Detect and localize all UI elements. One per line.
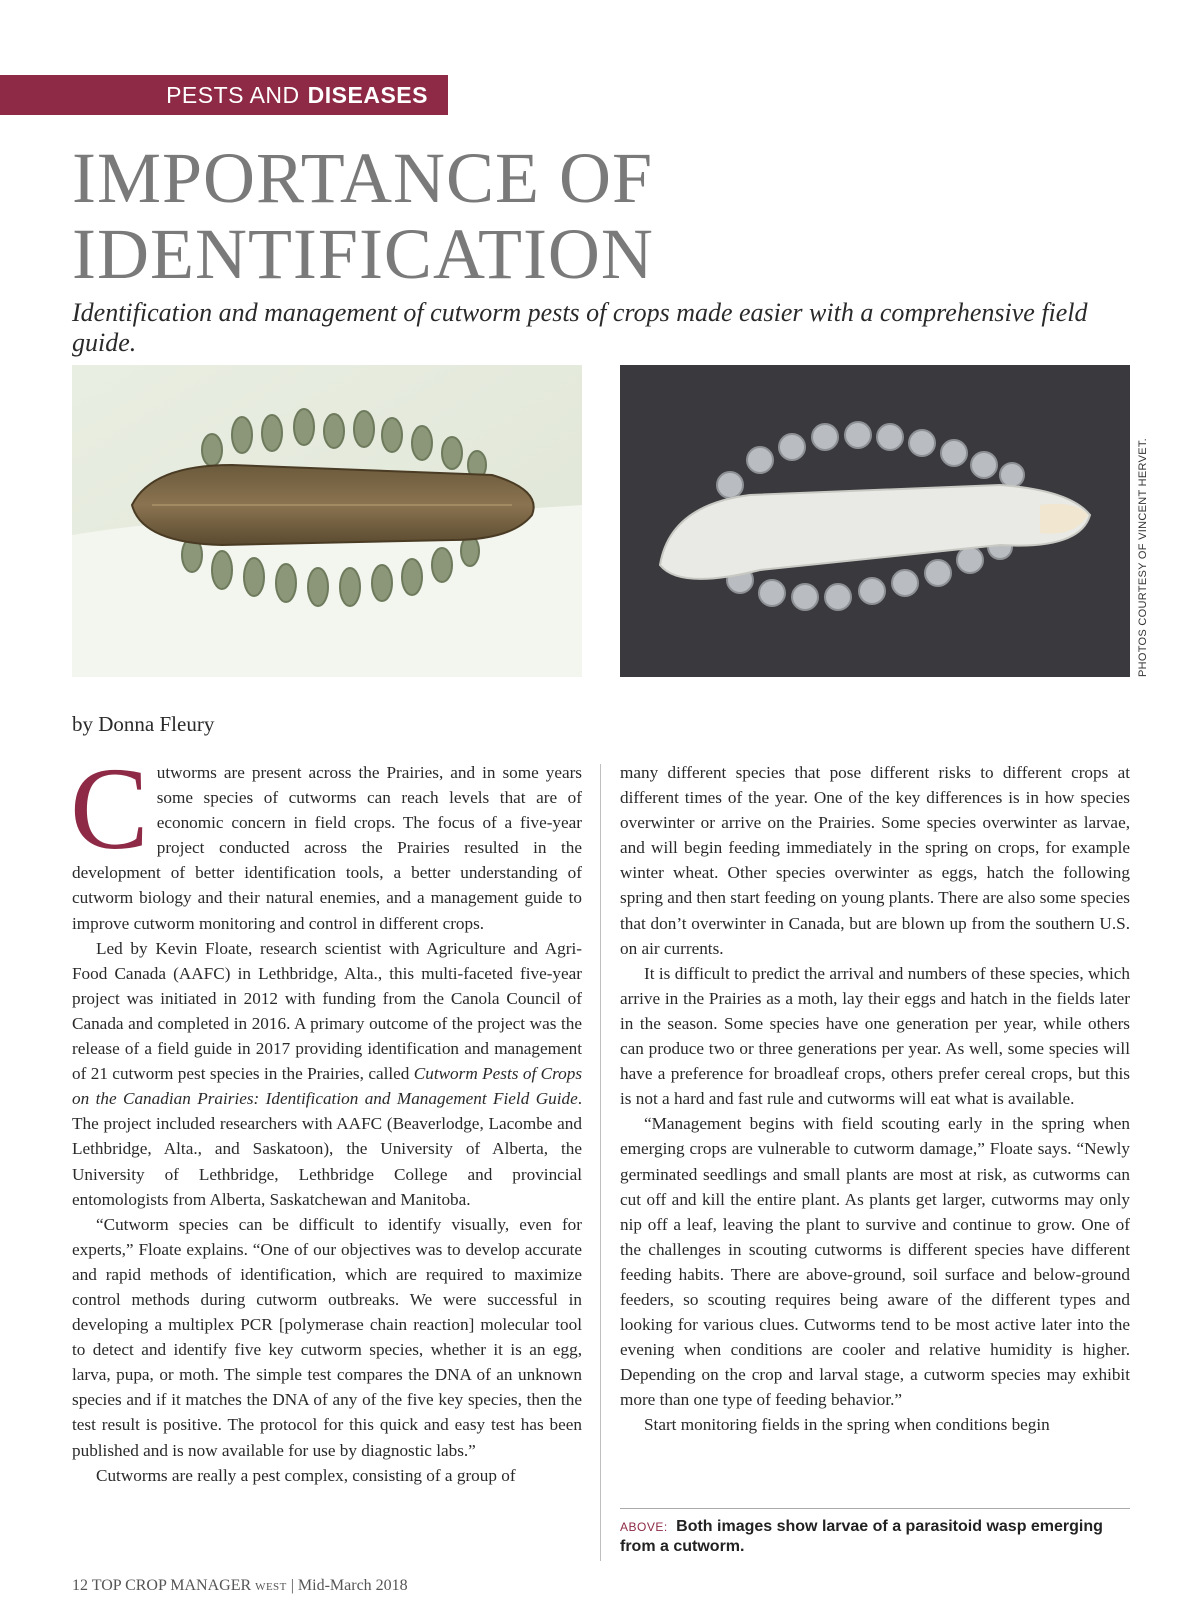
headline xyxy=(72,140,1072,292)
photo-caption xyxy=(620,1517,1130,1557)
article-column-right xyxy=(620,760,1130,1438)
paragraph-text: utworms are present across the Prairies, and in some years some species of cutworms can reach levels that are of economic concern in field crops. The focus of a five-year project conducted across the Prairies resulted in the development of better identification tools, a better understanding of cutworm biology and their natural enemies, and a management guide to improve cutworm monitoring and control in different crops. xyxy=(72,763,582,933)
paragraph: “Management begins with field scouting early in the spring when emerging crops are vulnerable to cutworm damage,” Floate says. “Newly germinated seedlings and small plants are most at risk, as cutworms can cut off and kill the entire plant. As plants get larger, cutworms may only nip off a leaf, leaving the plant to survive and continue to grow. One of the challenges in scouting cutworms is different species have different feeding habits. There are above-ground, soil surface and below-ground feeders, so scouting requires being aware of the different types and looking for various clues. Cutworms tend to be most active later into the evening when conditions are cooler and relative humidity is higher. Depending on the crop and larval stage, a cutworm species may exhibit more than one type of feeding behavior.” xyxy=(620,1114,1130,1410)
section-tag xyxy=(0,75,448,115)
photo-credit: PHOTOS COURTESY OF VINCENT HERVET. xyxy=(1137,437,1149,677)
paragraph xyxy=(70,743,582,936)
caption-label: ABOVE: xyxy=(620,1520,668,1534)
issue-date: Mid-March 2018 xyxy=(297,1577,408,1594)
magazine-edition: WEST xyxy=(255,1581,287,1593)
paragraph: “Cutworm species can be difficult to identify visually, even for experts,” Floate explains. “One of our objectives was to develop accurate and rapid methods of identification, which are required to maximize control methods during cutworm outbreaks. We were successful in developing a multiplex PCR [polymerase chain reaction] molecular tool to detect and identify five key cutworm species, whether it is an egg, larva, pupa, or moth. The simple test compares the DNA of an unknown species and if it matches the DNA of any of the five key species, then the test result is positive. The protocol for this quick and easy test has been published and is now available for use by diagnostic labs.” xyxy=(72,1214,582,1460)
caption-text: Both images show larvae of a parasitoid wasp emerging from a cutworm. xyxy=(620,1518,1103,1555)
magazine-name: TOP CROP MANAGER xyxy=(91,1577,252,1594)
article-column-left xyxy=(70,743,583,1488)
column-divider xyxy=(600,764,601,1561)
photo-cutworm-brown xyxy=(72,365,582,677)
page-footer xyxy=(72,1577,408,1595)
paragraph xyxy=(72,936,582,1212)
headline-line-2: IDENTIFICATION xyxy=(72,214,654,294)
caption-rule xyxy=(620,1508,1130,1509)
paragraph: Cutworms are really a pest complex, consisting of a group of xyxy=(96,1465,516,1485)
paragraph: It is difficult to predict the arrival and numbers of these species, which arrive in the Prairies as a moth, lay their eggs and hatch in the fields later in the season. Some species have one generation per year, while others can produce two or three generations per year. As well, some species will have a preference for broadleaf crops, others prefer cereal crops, but this is not a hard and fast rule and cutworms will eat what is available. xyxy=(620,963,1130,1109)
section-tag-bold: DISEASES xyxy=(307,81,428,108)
paragraph-text: Led by Kevin Floate, research scientist with Agriculture and Agri-Food Canada (AAFC) in Lethbridge, Alta., this multi-faceted five-year project was initiated in 2012 with funding from the Canola Council of Canada and completed in 2016. A primary outcome of the project was the release of a field guide in 2017 providing identification and management of 21 cutworm pest species in the Prairies, called xyxy=(72,938,582,1084)
paragraph-text: . The project included researchers with AAFC (Beaverlodge, Lacombe and Lethbridge, Alta., and Saskatoon), the University of Alberta, the University of Lethbridge, Lethbridge College and provincial entomologists from Alberta, Saskatchewan and Manitoba. xyxy=(72,1089,582,1209)
headline-line-1: IMPORTANCE OF xyxy=(72,138,653,218)
guide-title: Cutworm Pests of Crops on the Canadian Prairies: Identification and Management Field Guide xyxy=(72,1064,583,1109)
section-tag-light: PESTS AND xyxy=(166,81,300,108)
byline: by Donna Fleury xyxy=(72,712,215,736)
dek-subtitle: Identification and management of cutworm pests of crops made easier with a comprehensive field guide. xyxy=(72,298,1088,357)
page-number: 12 xyxy=(72,1577,88,1594)
drop-cap: C xyxy=(70,743,149,874)
photo-cutworm-white xyxy=(620,365,1130,677)
footer-separator: | xyxy=(290,1577,294,1594)
paragraph: many different species that pose different risks to different crops at different times of the year. One of the key differences is in how species overwinter or arrive on the Prairies. Some species overwinter as larvae, and will begin feeding immediately in the spring on crops, for example winter wheat. Other species overwinter as eggs, hatch the following spring and then start feeding on young plants. There are also some species that don’t overwinter in Canada, but are blown up from the southern U.S. on air currents. xyxy=(620,763,1130,958)
paragraph: Start monitoring fields in the spring when conditions begin xyxy=(644,1415,1050,1435)
